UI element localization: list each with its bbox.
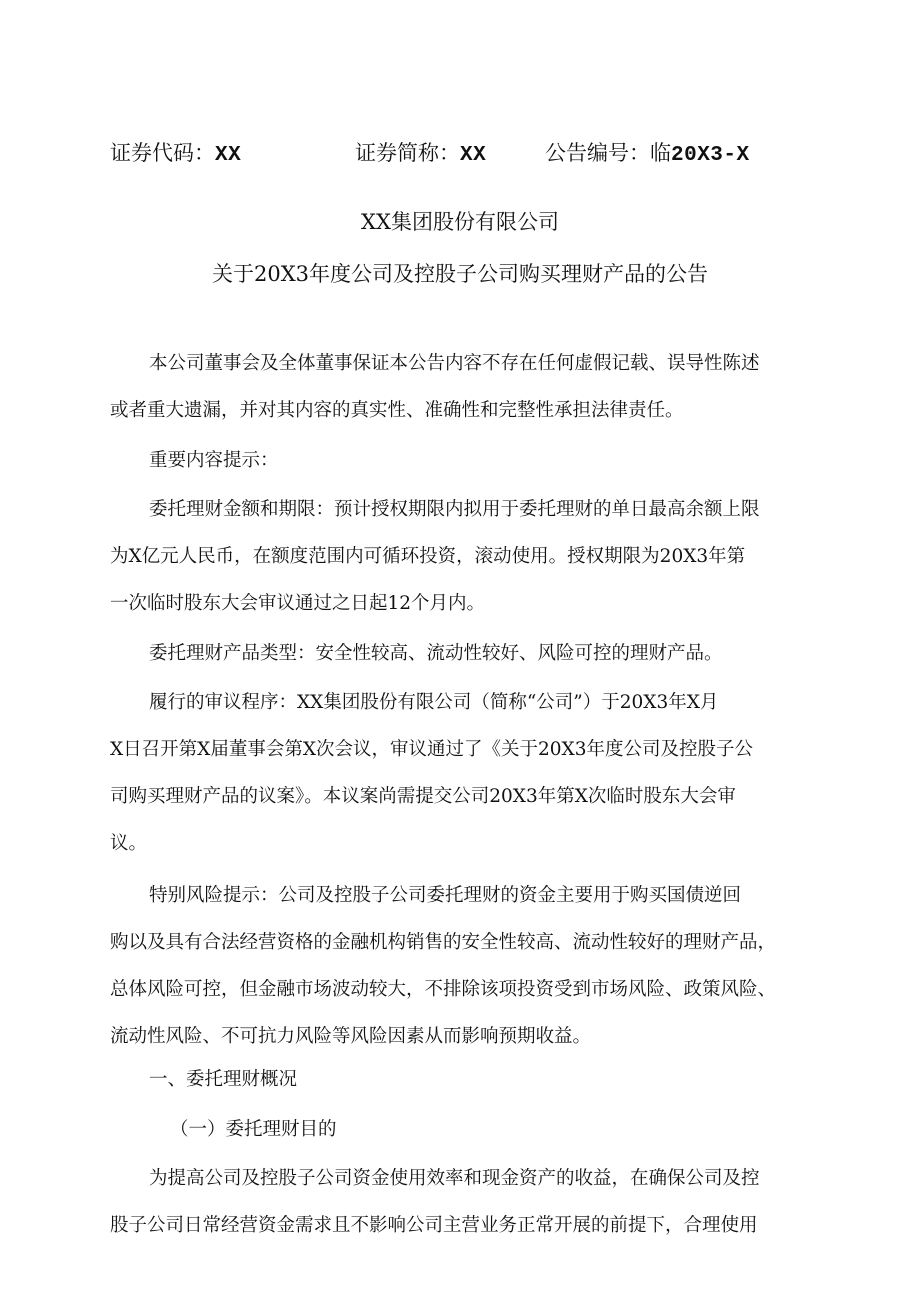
paragraph-line: 司购买理财产品的议案》。本议案尚需提交公司20X3年第X次临时股东大会审 (110, 786, 736, 807)
amount-and-term-paragraph (110, 486, 822, 627)
notice-number-value: 20X3-X (671, 144, 750, 167)
product-type-paragraph (110, 630, 822, 677)
paragraph-line: 流动性风险、不可抗力风险等风险因素从而影响预期收益。 (110, 1026, 592, 1047)
paragraph-line: X日召开第X届董事会第X次会议，审议通过了《关于20X3年度公司及控股子公 (110, 739, 753, 760)
stock-abbreviation-value: XX (460, 144, 487, 167)
paragraph-line: 为X亿元人民币，在额度范围内可循环投资，滚动使用。授权期限为20X3年第 (110, 546, 746, 567)
stock-code (110, 137, 241, 167)
paragraph-line: 股子公司日常经营资金需求且不影响公司主营业务正常开展的前提下，合理使用 (110, 1215, 758, 1236)
stock-abbreviation-label: 证券简称： (355, 141, 460, 165)
paragraph-line: 本公司董事会及全体董事保证本公告内容不存在任何虚假记载、误导性陈述 (149, 353, 760, 374)
stock-code-label: 证券代码： (110, 141, 215, 165)
notice-number (545, 137, 750, 167)
paragraph-line: 履行的审议程序：XX集团股份有限公司（简称“公司”）于20X3年X月 (149, 692, 719, 713)
paragraph-line: 购以及具有合法经营资格的金融机构销售的安全性较高、流动性较好的理财产品， (110, 932, 777, 953)
announcement-title: 关于20X3年度公司及控股子公司购买理财产品的公告 (211, 262, 709, 286)
paragraph-line: 议。 (110, 833, 148, 854)
paragraph-line: 或者重大遗漏，并对其内容的真实性、准确性和完整性承担法律责任。 (110, 400, 684, 421)
stock-abbreviation (355, 137, 486, 167)
stock-code-value: XX (215, 144, 242, 167)
purpose-paragraph (110, 1155, 822, 1249)
paragraph-line: 委托理财金额和期限：预计授权期限内拟用于委托理财的单日最高余额上限 (149, 499, 760, 520)
paragraph-line: 为提高公司及控股子公司资金使用效率和现金资产的收益，在确保公司及控 (149, 1168, 760, 1189)
section-heading (110, 1056, 822, 1103)
paragraph-line: 委托理财产品类型：安全性较高、流动性较好、风险可控的理财产品。 (149, 643, 723, 664)
company-title: XX集团股份有限公司 (361, 210, 559, 234)
review-procedure-paragraph (110, 679, 822, 867)
paragraph-line: 总体风险可控，但金融市场波动较大，不排除该项投资受到市场风险、政策风险、 (110, 979, 777, 1000)
board-statement-paragraph (110, 340, 822, 434)
key-points-heading (110, 437, 822, 484)
section-heading-text: 一、委托理财概况 (149, 1069, 298, 1090)
paragraph-line: 一次临时股东大会审议通过之日起12个月内。 (110, 593, 486, 614)
subsection-heading (110, 1106, 822, 1153)
header-line (0, 137, 920, 167)
paragraph-line: 特别风险提示：公司及控股子公司委托理财的资金主要用于购买国债逆回 (149, 885, 742, 906)
subsection-heading-text: （一）委托理财目的 (170, 1119, 337, 1140)
notice-number-label: 公告编号：临 (545, 141, 671, 165)
risk-warning-paragraph (110, 872, 822, 1060)
paragraph-line: 重要内容提示： (149, 450, 279, 471)
